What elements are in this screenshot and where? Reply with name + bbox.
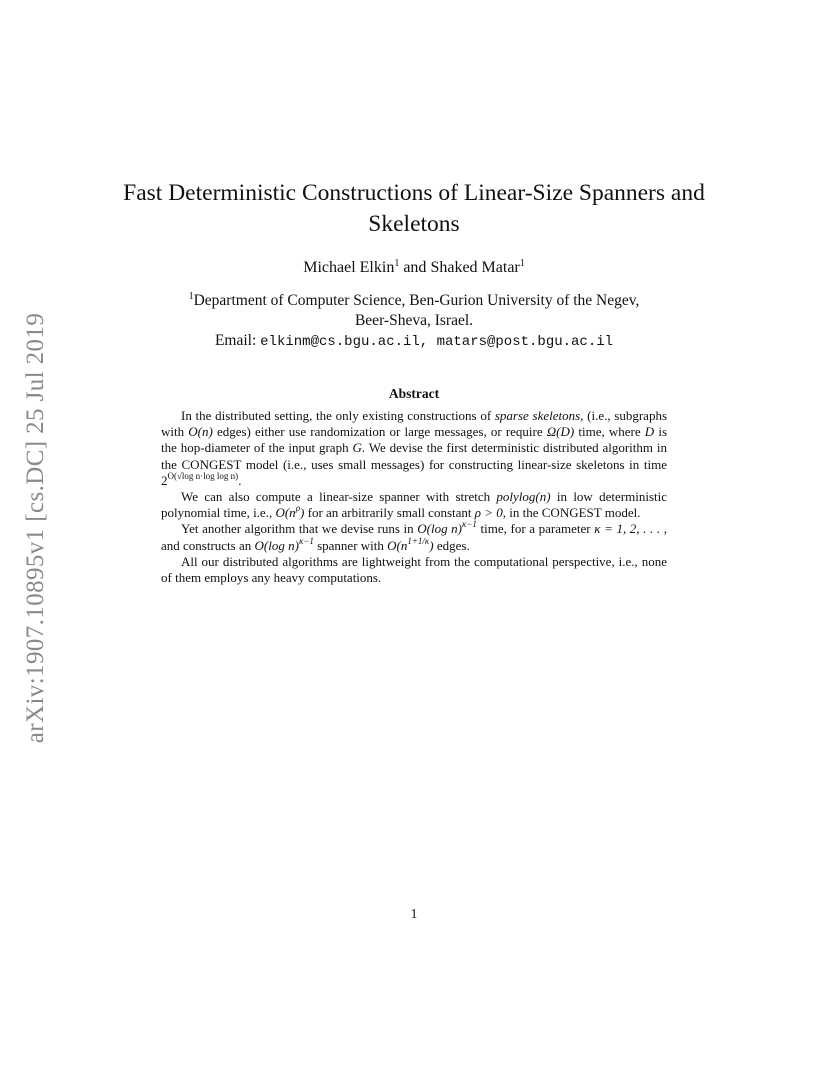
- author-name: Michael Elkin: [303, 259, 395, 276]
- email-line: [0, 331, 828, 352]
- abstract-body: [161, 408, 667, 586]
- arxiv-stamp: arXiv:1907.10895v1 [cs.DC] 25 Jul 2019: [22, 312, 49, 744]
- abstract-paragraph: We can also compute a linear-size spanner with stretch polylog(n) in low deterministic polynomial time, i.e., $O(n^\rho)$ for an arbitrarily small constant ρ > 0, in the CONGEST model.: [161, 489, 668, 521]
- abstract-heading: Abstract: [388, 386, 440, 401]
- author-line: [0, 257, 828, 279]
- abstract-paragraph: All our distributed algorithms are lightweight from the computational perspective, i.e., none of them employs any heavy computations.: [161, 553, 667, 586]
- affiliation-line: Beer-Sheva, Israel.: [354, 312, 474, 329]
- abstract-paragraph: In the distributed setting, the only existing constructions of sparse skeletons, (i.e., subgraphs with O(n) edges) either use randomization or large messages, or require Ω(D) time, where D is the hop-diameter of the input graph G. We devise the first deterministic distributed algorithm in the CONGEST model (i.e., uses small messages) for constructing linear-size skeletons in time $2^{O(√log n\cdot log log n)}$.: [161, 408, 668, 488]
- affiliation-mark: 1: [188, 291, 194, 302]
- affiliation-mark: 1: [394, 258, 400, 269]
- page-number: 1: [410, 906, 418, 921]
- author-name: Shaked Matar: [430, 259, 520, 276]
- affiliation: [0, 291, 828, 331]
- affiliation-mark: 1: [519, 258, 525, 269]
- affiliation-line: $^1$Department of Computer Science, Ben-Gurion University of the Negev,: [188, 291, 640, 309]
- email-label: Email:: [214, 332, 257, 349]
- paper-title: Fast Deterministic Constructions of Linear-Size Spanners and Skeletons: [123, 180, 705, 237]
- email-addresses[interactable]: elkinm@cs.bgu.ac.il, matars@post.bgu.ac.il: [260, 334, 614, 350]
- abstract-paragraph: Yet another algorithm that we devise runs in O(log n)$^{\kappa-1}$ time, for a parameter κ = 1, 2, . . . , and constructs an O(log n)$^{\kappa-1}$ spanner with $O(n^{1+1/\kappa})$ edges.: [161, 519, 667, 553]
- author-connector: and: [403, 259, 427, 276]
